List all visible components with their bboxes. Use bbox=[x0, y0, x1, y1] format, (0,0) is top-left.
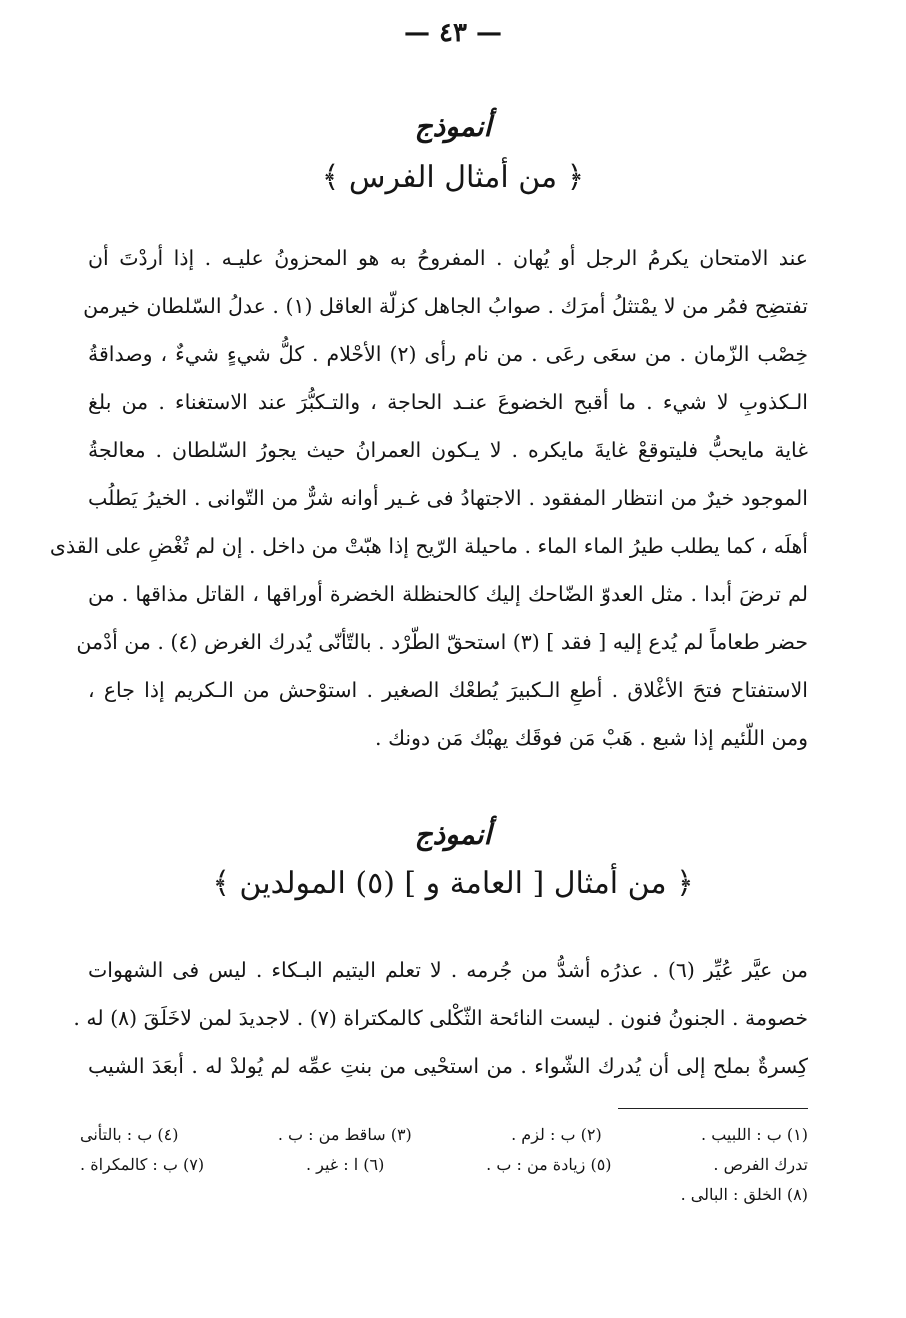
body-line: غاية مايحبُّ فليتوقعْ غايةَ مايكره . لا يـكون العمرانُ حيث يجورُ السّلطان . معالجةُ bbox=[88, 438, 808, 462]
footnote-row bbox=[80, 1120, 808, 1150]
section2-kicker: أنموذج bbox=[414, 818, 492, 851]
body-line: من عيَّر عُيِّر (٦) . عذرُه أشدُّ من جُرمه . لا تعلم اليتيم البـكاء . ليس فى الشهوات bbox=[88, 958, 809, 982]
section1-body bbox=[49, 234, 808, 762]
footnotes bbox=[80, 1120, 808, 1210]
footnote: (٥) زيادة من : ب . bbox=[486, 1155, 612, 1174]
section2-title: ﴿ من أمثال [ العامة و ] (٥) المولدين ﴾ bbox=[212, 866, 694, 901]
page-number: — ٤٣ — bbox=[403, 18, 503, 48]
section2-body bbox=[73, 946, 809, 1090]
footnote: (٢) ب : لزم . bbox=[511, 1125, 602, 1144]
section1-kicker: أنموذج bbox=[414, 110, 492, 143]
footnote: (٦) ا : غير . bbox=[305, 1155, 385, 1174]
footnote-row bbox=[80, 1180, 808, 1210]
footnote-separator bbox=[618, 1108, 808, 1109]
body-line: خصومة . الجنونُ فنون . ليست النائحة الثّكْلى كالمكتراة (٧) . لاجديدَ لمن لاخَلَقَ (٨) له . bbox=[73, 1006, 808, 1030]
body-line: كِسرةٌ بملح إلى أن يُدرك الشّواء . من استحْيى من بنتِ عمِّه لم يُولدْ له . أبعَدَ الشيب bbox=[88, 1054, 808, 1078]
body-line: عند الامتحان يكرمُ الرجل أو يُهان . المفروحُ به هو المحزونُ عليـه . إذا أردْتَ أن bbox=[88, 246, 808, 270]
footnote: (٣) ساقط من : ب . bbox=[277, 1125, 412, 1144]
footnote: (٧) ب : كالمكراة . bbox=[80, 1155, 205, 1174]
footnote: (٤) ب : بالتأنى bbox=[80, 1125, 179, 1144]
section1-title: ﴿ من أمثال الفرس ﴾ bbox=[321, 160, 585, 195]
body-line: لم ترضَ أبدا . مثل العدوّ الضّاحك إليك كالحنظلة الخضرة أوراقها ، القاتل مذاقها . من bbox=[88, 582, 808, 606]
body-line: الاستفتاح فتحَ الأغْلاق . أطعِ الـكبيرَ يُطعْك الصغير . استوْحش من الـكريم إذا جاع ، bbox=[88, 678, 808, 702]
body-line: خِصْب الزّمان . من سعَى رعَى . من نام رأى (٢) الأحْلام . كلُّ شيءٍ شيءٌ ، وصداقةُ bbox=[88, 342, 808, 366]
body-line: تفتضِح فمُر من لا يمْتثلُ أمرَك . صوابُ الجاهل كزلّة العاقل (١) . عدلُ السّلطان خيرمن bbox=[83, 294, 808, 318]
body-line: الـكذوبِ لا شيء . ما أقبح الخضوعَ عنـد الحاجة ، والتـكبُّرَ عند الاستغناء . من بلغ bbox=[88, 390, 808, 414]
body-line: حضر طعاماً لم يُدع إليه [ فقد ] (٣) استحقّ الطّرْد . بالتّأنّى يُدرك الغرض (٤) . من أدْمن bbox=[76, 630, 808, 654]
footnote-row bbox=[80, 1150, 808, 1180]
body-line: ومن اللّئيم إذا شبع . هَبْ مَن فوقَك يهبْك مَن دونك . bbox=[375, 726, 808, 750]
body-line: أهلَه ، كما يطلب طيرُ الماء الماء . ماحيلة الرّيح إذا هبّتْ من داخل . إن لم تُغْضِ على القذى bbox=[49, 534, 808, 558]
body-line: الموجود خيرٌ من انتظار المفقود . الاجتهادُ فى غـير أوانه شرٌّ من التّوانى . الخيرُ يَطلُب bbox=[88, 486, 808, 510]
footnote: (٨) الخلق : البالى . bbox=[680, 1185, 808, 1204]
footnote: تدرك الفرص . bbox=[713, 1155, 808, 1174]
footnote: (١) ب : اللبيب . bbox=[701, 1125, 808, 1144]
